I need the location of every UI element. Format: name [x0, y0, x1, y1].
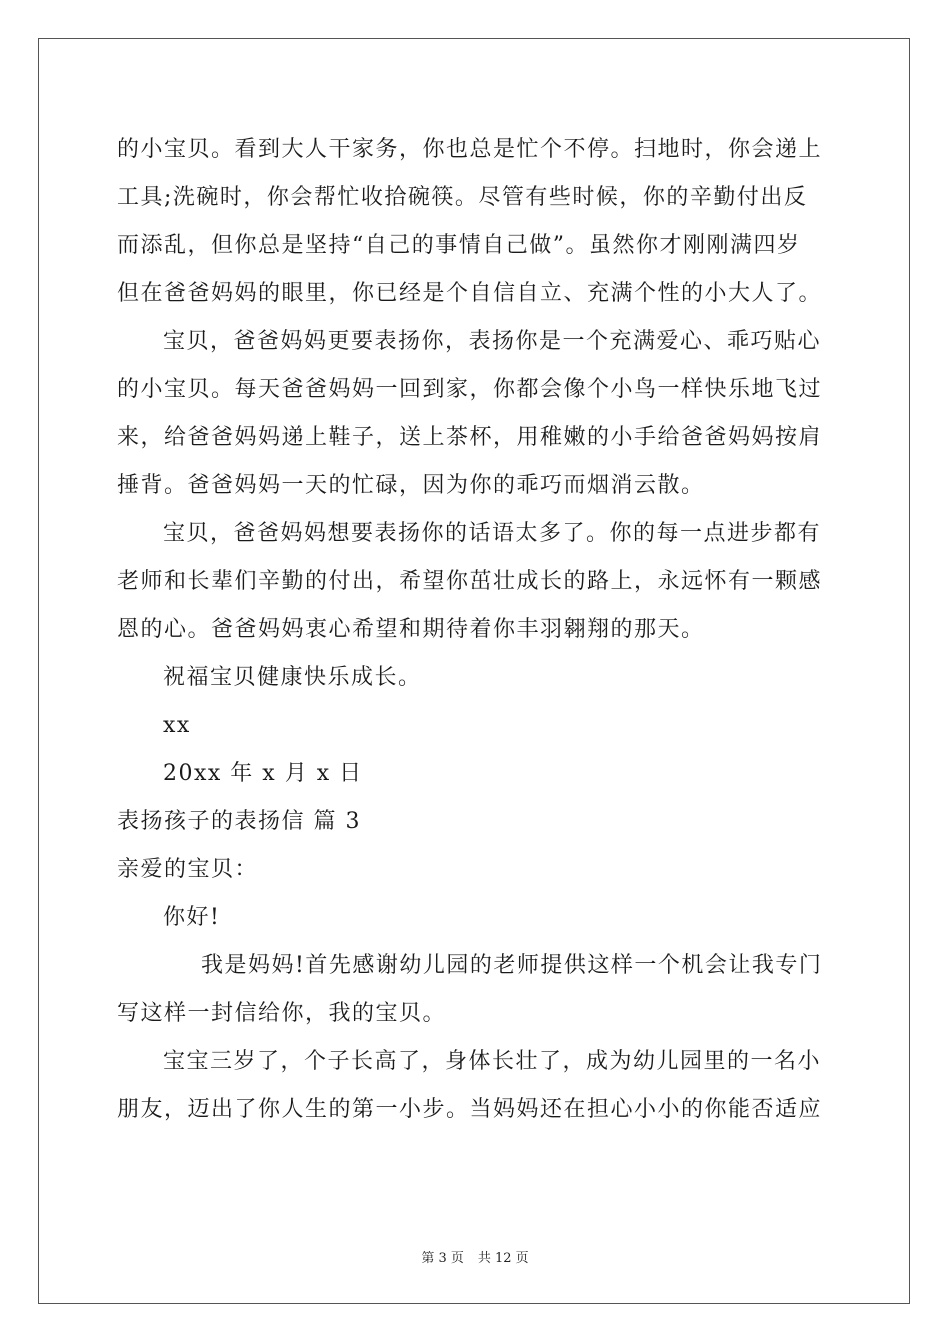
text-line: 老师和长辈们辛勤的付出，希望你茁壮成长的路上，永远怀有一颗感: [117, 569, 823, 594]
text-line: 的小宝贝。看到大人干家务，你也总是忙个不停。扫地时，你会递上: [117, 137, 823, 162]
text-line: 朋友，迈出了你人生的第一小步。当妈妈还在担心小小的你能否适应: [117, 1097, 823, 1122]
page-footer: [0, 1247, 950, 1266]
text-line: 捶背。爸爸妈妈一天的忙碌，因为你的乖巧而烟消云散。: [117, 473, 705, 498]
text-line: 宝宝三岁了，个子长高了，身体长壮了，成为幼儿园里的一名小: [163, 1049, 822, 1074]
blessing-line: 祝福宝贝健康快乐成长。: [163, 665, 422, 690]
section-heading: 表扬孩子的表扬信 篇 3: [117, 809, 361, 834]
text-line: 宝贝，爸爸妈妈更要表扬你，表扬你是一个充满爱心、乖巧贴心: [163, 329, 822, 354]
date-line: 20xx 年 x 月 x 日: [163, 761, 363, 786]
text-line: 恩的心。爸爸妈妈衷心希望和期待着你丰羽翱翔的那天。: [117, 617, 705, 642]
text-line: 但在爸爸妈妈的眼里，你已经是个自信自立、充满个性的小大人了。: [117, 281, 823, 306]
text-line: 而添乱，但你总是坚持“自己的事情自己做”。虽然你才刚刚满四岁: [117, 233, 801, 258]
signature: xx: [163, 713, 191, 738]
text-line: 宝贝，爸爸妈妈想要表扬你的话语太多了。你的每一点进步都有: [163, 521, 822, 546]
greeting: 你好!: [163, 905, 221, 930]
text-line: 写这样一封信给你，我的宝贝。: [117, 1001, 447, 1026]
text-line: 工具;洗碗时，你会帮忙收拾碗筷。尽管有些时候，你的辛勤付出反: [117, 185, 808, 210]
text-line: 来，给爸爸妈妈递上鞋子，送上茶杯，用稚嫩的小手给爸爸妈妈按肩: [117, 425, 823, 450]
page-total: 共 12 页: [477, 1251, 529, 1266]
salutation: 亲爱的宝贝：: [117, 857, 259, 882]
page-number: 第 3 页: [421, 1251, 464, 1266]
text-line: 的小宝贝。每天爸爸妈妈一回到家，你都会像个小鸟一样快乐地飞过: [117, 377, 823, 402]
text-line: 我是妈妈!首先感谢幼儿园的老师提供这样一个机会让我专门: [201, 953, 823, 978]
document-body: [117, 126, 837, 1134]
